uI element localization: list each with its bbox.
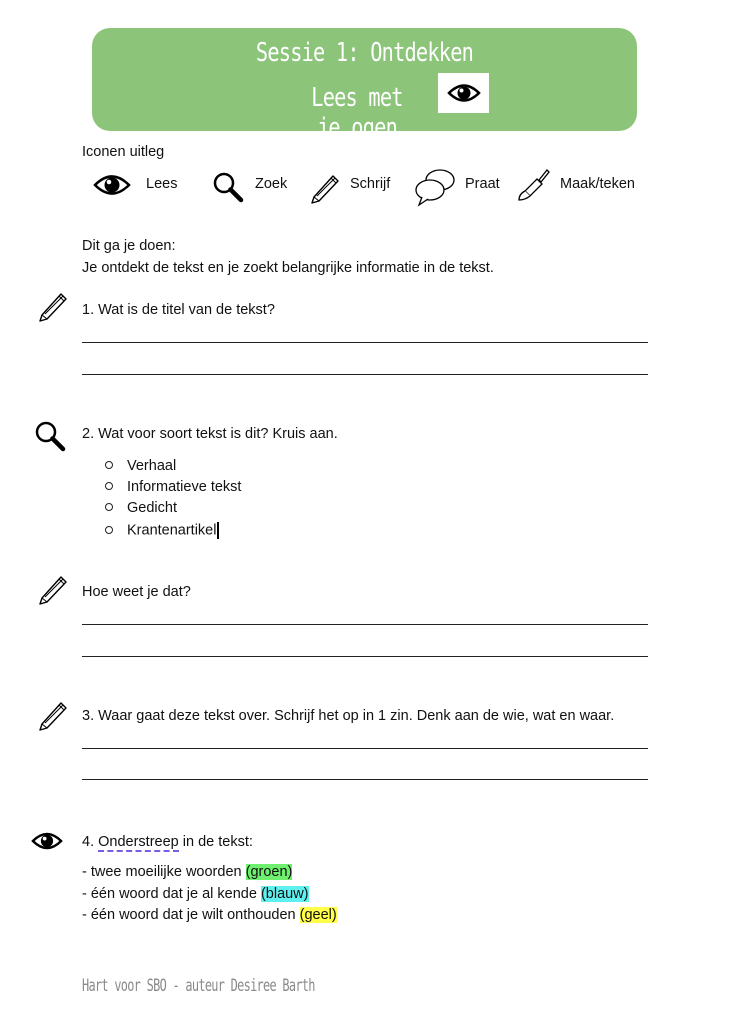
question-2b: Hoe weet je dat? [82,584,191,600]
option-bullet [105,482,113,490]
option-krantenartikel[interactable]: Krantenartikel [105,522,219,539]
question-2: 2. Wat voor soort tekst is dit? Kruis aan. [82,426,338,442]
answer-line-2a[interactable] [82,624,648,625]
speech-bubbles-icon [414,167,456,207]
question-1: 1. Wat is de titel van de tekst? [82,302,275,318]
page-subtitle: Lees met je ogen [311,83,403,143]
magnifier-icon [212,171,244,203]
legend-label-maak-teken: Maak/teken [560,176,635,192]
q4-item-2: - één woord dat je al kende (blauw) [82,886,309,902]
eye-icon [93,172,131,198]
legend-label-zoek: Zoek [255,176,288,192]
highlight-yellow: (geel) [299,907,337,923]
footer-credit: Hart voor SBO - auteur Desiree Barth [82,976,315,996]
answer-line-2b[interactable] [82,656,648,657]
pencil-icon [37,288,71,322]
magnifier-icon [34,420,66,452]
answer-line-1b[interactable] [82,374,648,375]
legend-label-schrijf: Schrijf [350,176,391,192]
eye-icon [447,82,481,104]
answer-line-1a[interactable] [82,342,648,343]
option-verhaal[interactable]: Verhaal [105,458,176,474]
answer-line-3b[interactable] [82,779,648,780]
highlight-green: (groen) [245,864,293,880]
q4-item-1: - twee moeilijke woorden (groen) [82,864,293,880]
intro-text: Je ontdekt de tekst en je zoekt belangrijke informatie in de tekst. [82,260,494,276]
legend-label-lees: Lees [146,176,178,192]
highlight-blue: (blauw) [260,886,309,902]
intro-heading: Dit ga je doen: [82,238,176,254]
option-gedicht[interactable]: Gedicht [105,500,177,516]
q4-item-3: - één woord dat je wilt onthouden (geel) [82,907,337,923]
option-bullet [105,503,113,511]
header-eye-box [438,73,489,113]
option-bullet [105,461,113,469]
page-title: Sessie 1: Ontdekken [255,38,474,68]
legend-label-praat: Praat [465,176,500,192]
pencil-icon [37,571,71,605]
question-3: 3. Waar gaat deze tekst over. Schrijf het op in 1 zin. Denk aan de wie, wat en waar. [82,708,615,724]
legend-heading: Iconen uitleg [82,144,165,160]
question-4: 4. Onderstreep in de tekst: [82,834,253,850]
option-bullet [105,526,113,534]
answer-line-3a[interactable] [82,748,648,749]
option-informatieve-tekst[interactable]: Informatieve tekst [105,479,241,495]
pencil-icon [37,697,71,731]
pencil-icon [309,170,343,204]
header-banner [92,28,637,143]
eye-icon [31,830,63,852]
spellcheck-underline: Onderstreep [98,834,179,850]
text-cursor [217,522,219,539]
paintbrush-icon [517,168,551,202]
